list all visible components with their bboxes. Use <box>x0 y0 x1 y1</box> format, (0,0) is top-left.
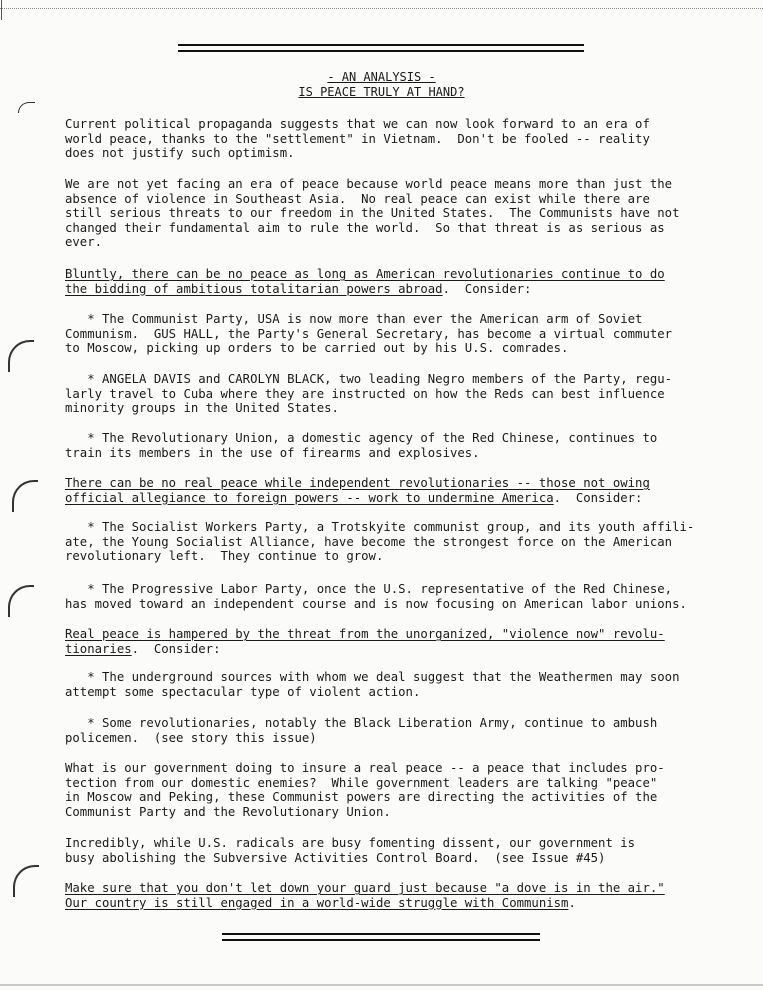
paragraph-tail: . Consider: <box>442 281 532 296</box>
paragraph-tail: . <box>568 895 576 910</box>
list-item: * The Revolutionary Union, a domestic agency of the Red Chinese, continues to train its members in the use of firearms and explosives. <box>65 431 658 460</box>
binder-hole-mark <box>8 585 34 617</box>
paragraph: Incredibly, while U.S. radicals are busy fomenting dissent, our government is busy abolishing the Subversive Activities Control Board. (see Issue #45) <box>65 836 636 865</box>
underlined-text: Bluntly, there can be no peace as long as American revolutionaries continue to do the bidding of ambitious totalitarian powers abroad <box>65 267 665 296</box>
list-item: * Some revolutionaries, notably the Black Liberation Army, continue to ambush policemen. (see story this issue) <box>65 716 658 745</box>
paragraph: We are not yet facing an era of peace because world peace means more than just the absence of violence in Southeast Asia. No real peace can exist while there are still serious threats to our freedom in the United States. The Communists have not changed their fundamental aim to rule the world. So that threat is as serious as ever. <box>65 177 680 250</box>
bottom-divider-rule <box>222 939 540 941</box>
top-divider-rule <box>178 50 584 52</box>
underlined-text: Make sure that you don't let down your guard just because "a dove is in the air." Our country is still engaged in a world-wide struggle with Communism <box>65 881 665 910</box>
emphasis-paragraph <box>65 476 715 505</box>
paragraph: What is our government doing to insure a real peace -- a peace that includes pro- tection from our domestic enemies? While government leaders are talking "peace" in Moscow and Peking, these Communist powers are directing the activities of the Communist Party and the Revolutionary Union. <box>65 761 665 819</box>
page-title: IS PEACE TRULY AT HAND? <box>298 85 465 99</box>
top-divider-rule <box>178 44 584 46</box>
underlined-text: Real peace is hampered by the threat from the unorganized, "violence now" revolu- tionaries <box>65 627 665 656</box>
list-item: * The Communist Party, USA is now more than ever the American arm of Soviet Communism. GUS HALL, the Party's General Secretary, has become a virtual commuter to Moscow, picking up orders to be carried out by his U.S. comrades. <box>65 312 673 356</box>
title-kicker: - AN ANALYSIS - <box>327 70 436 84</box>
scan-top-edge <box>0 0 763 9</box>
paragraph-tail: . Consider: <box>131 641 221 656</box>
emphasis-paragraph <box>65 627 715 656</box>
underlined-text: There can be no real peace while independent revolutionaries -- those not owing official allegiance to foreign powers -- work to undermine America <box>65 476 650 505</box>
list-item: * ANGELA DAVIS and CAROLYN BLACK, two leading Negro members of the Party, regu- larly travel to Cuba where they are instructed on how the Reds can best influence minority groups in the United States. <box>65 372 673 416</box>
binder-hole-mark <box>18 102 35 113</box>
list-item: * The Socialist Workers Party, a Trotskyite communist group, and its youth affili- ate, the Young Socialist Alliance, have become the strongest force on the American revolutionary left. They continue to grow. <box>65 520 695 564</box>
paragraph-tail: . Consider: <box>553 490 643 505</box>
paragraph: Current political propaganda suggests that we can now look forward to an era of world peace, thanks to the "settlement" in Vietnam. Don't be fooled -- reality does not justify such optimism. <box>65 117 650 161</box>
scan-left-edge <box>1 0 2 20</box>
binder-hole-mark <box>12 480 38 512</box>
list-item: * The underground sources with whom we deal suggest that the Weathermen may soon attempt some spectacular type of violent action. <box>65 670 680 699</box>
scan-bottom-edge <box>0 984 763 986</box>
bottom-divider-rule <box>222 933 540 935</box>
emphasis-paragraph <box>65 881 715 910</box>
binder-hole-mark <box>8 340 34 372</box>
list-item: * The Progressive Labor Party, once the U.S. representative of the Red Chinese, has moved toward an independent course and is now focusing on American labor unions. <box>65 582 687 611</box>
emphasis-paragraph <box>65 267 715 296</box>
binder-hole-mark <box>13 865 39 897</box>
